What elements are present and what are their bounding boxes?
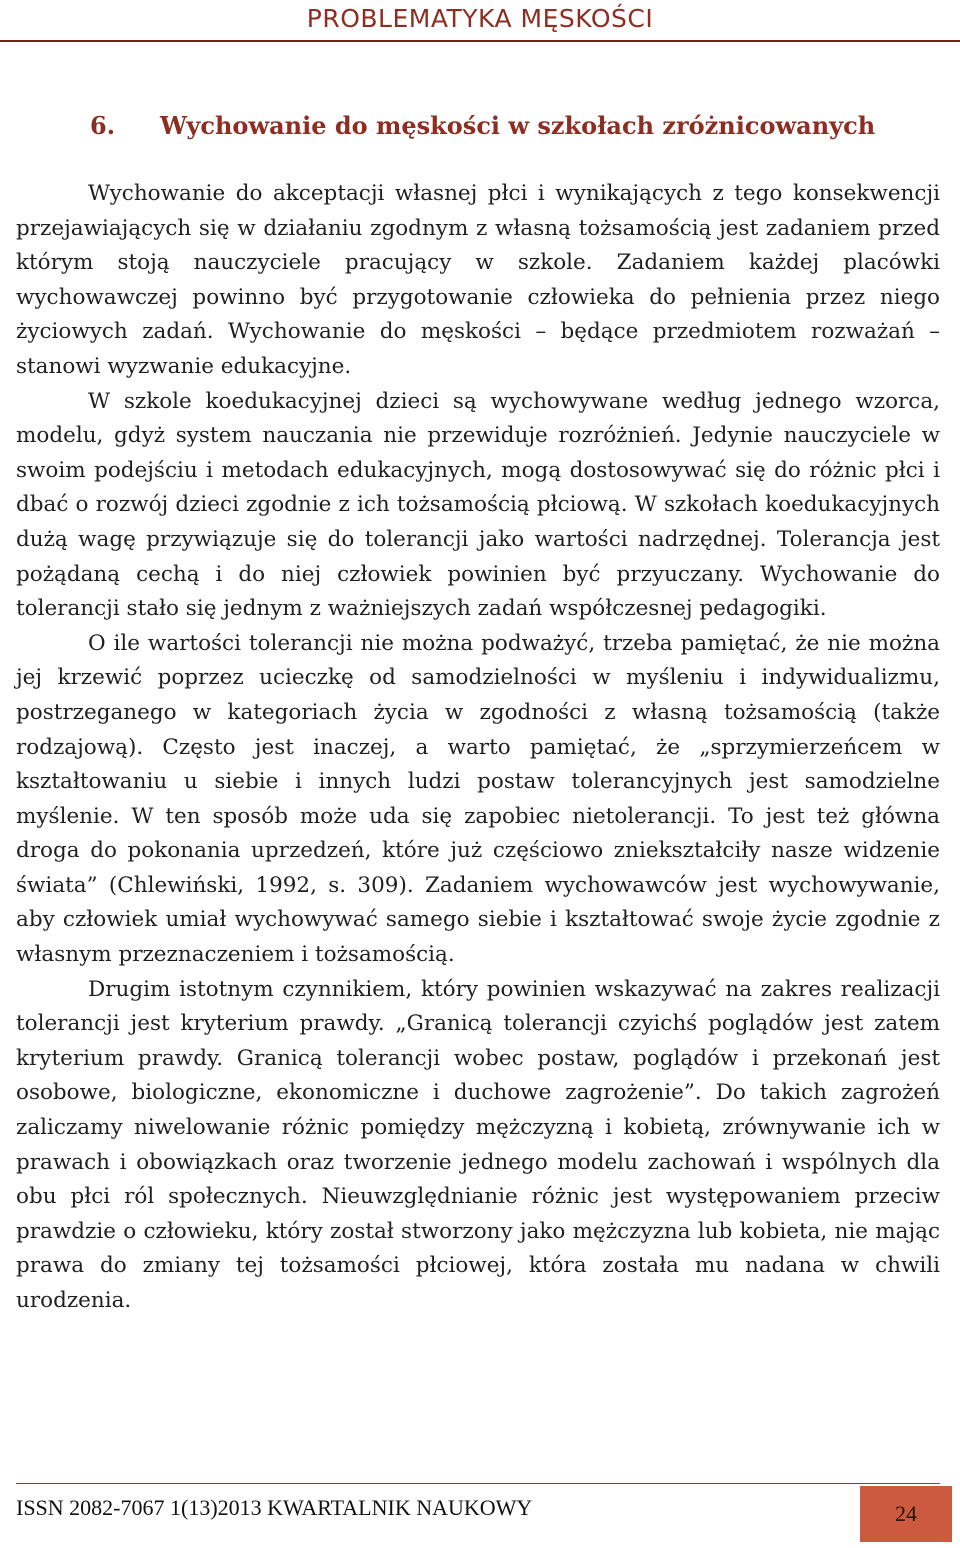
- paragraph-1: Wychowanie do akceptacji własnej płci i wynikających z tego konsekwencji przejawiających się w działaniu zgodnym z własną tożsamością jest zadaniem przed którym stoją nauczyciele pracujący w szkole. Zadaniem każdej placówki wychowawczej powinno być przygotowanie człowieka do pełnienia przez niego życiowych zadań. Wychowanie do męskości – będące przedmiotem rozważań – stanowi wyzwanie edukacyjne.: [16, 181, 940, 379]
- footer-rule: [16, 1483, 940, 1484]
- body-text: [16, 177, 940, 1319]
- paragraph-3: O ile wartości tolerancji nie można podważyć, trzeba pamiętać, że nie można jej krzewić poprzez ucieczkę od samodzielności w myśleniu i indywidualizmu, postrzeganego w kategoriach życia w zgodności z własną tożsamością (także rodzajową). Często jest inaczej, a warto pamiętać, że „sprzymierzeńcem w kształtowaniu u siebie i innych ludzi postaw tolerancyjnych jest samodzielne myślenie. W ten sposób może uda się zapobiec nietolerancji. To jest też główna droga do pokonania uprzedzeń, które już częściowo zniekształciły nasze widzenie świata” (Chlewiński, 1992, s. 309). Zadaniem wychowawców jest wychowywanie, aby człowiek umiał wychowywać samego siebie i kształtować swoje życie zgodnie z własnym przeznaczeniem i tożsamością.: [16, 630, 940, 968]
- section-title: Wychowanie do męskości w szkołach zróżnicowanych: [160, 111, 876, 140]
- running-head-title: PROBLEMATYKA MĘSKOŚCI: [306, 4, 654, 33]
- page-number-badge: [860, 1486, 952, 1542]
- paragraph-4: Drugim istotnym czynnikiem, który powinien wskazywać na zakres realizacji tolerancji jest kryterium prawdy. „Granicą tolerancji czyichś poglądów jest zatem kryterium prawdy. Granicą tolerancji wobec postaw, poglądów i przekonań jest osobowe, biologiczne, ekonomiczne i duchowe zagrożenie”. Do takich zagrożeń zaliczamy niwelowanie różnic pomiędzy mężczyzną i kobietą, zrównywanie ich w prawach i obowiązkach oraz tworzenie jednego modelu zachowań i wspólnych dla obu płci ról społecznych. Nieuwzględnianie różnic jest występowaniem przeciw prawdzie o człowieku, który został stworzony jako mężczyzna lub kobieta, nie mając prawa do zmiany tej tożsamości płciowej, która została mu nadana w chwili urodzenia.: [16, 976, 940, 1313]
- page-number: 24: [895, 1501, 917, 1526]
- footer-journal-info: ISSN 2082-7067 1(13)2013 KWARTALNIK NAUKOWY: [16, 1495, 533, 1520]
- section-number: 6.: [90, 111, 116, 140]
- paragraph-2: W szkole koedukacyjnej dzieci są wychowywane według jednego wzorca, modelu, gdyż system nauczania nie przewiduje rozróżnień. Jedynie nauczyciele w swoim podejściu i metodach edukacyjnych, mogą dostosowywać się do różnic płci i dbać o rozwój dzieci zgodnie z ich tożsamością płciową. W szkołach koedukacyjnych dużą wagę przywiązuje się do tolerancji jako wartości nadrzędnej. Tolerancja jest pożądaną cechą i do niej człowiek powinien być przyuczany. Wychowanie do tolerancji stało się jednym z ważniejszych zadań współczesnej pedagogiki.: [16, 388, 940, 622]
- header-rule: [0, 40, 960, 42]
